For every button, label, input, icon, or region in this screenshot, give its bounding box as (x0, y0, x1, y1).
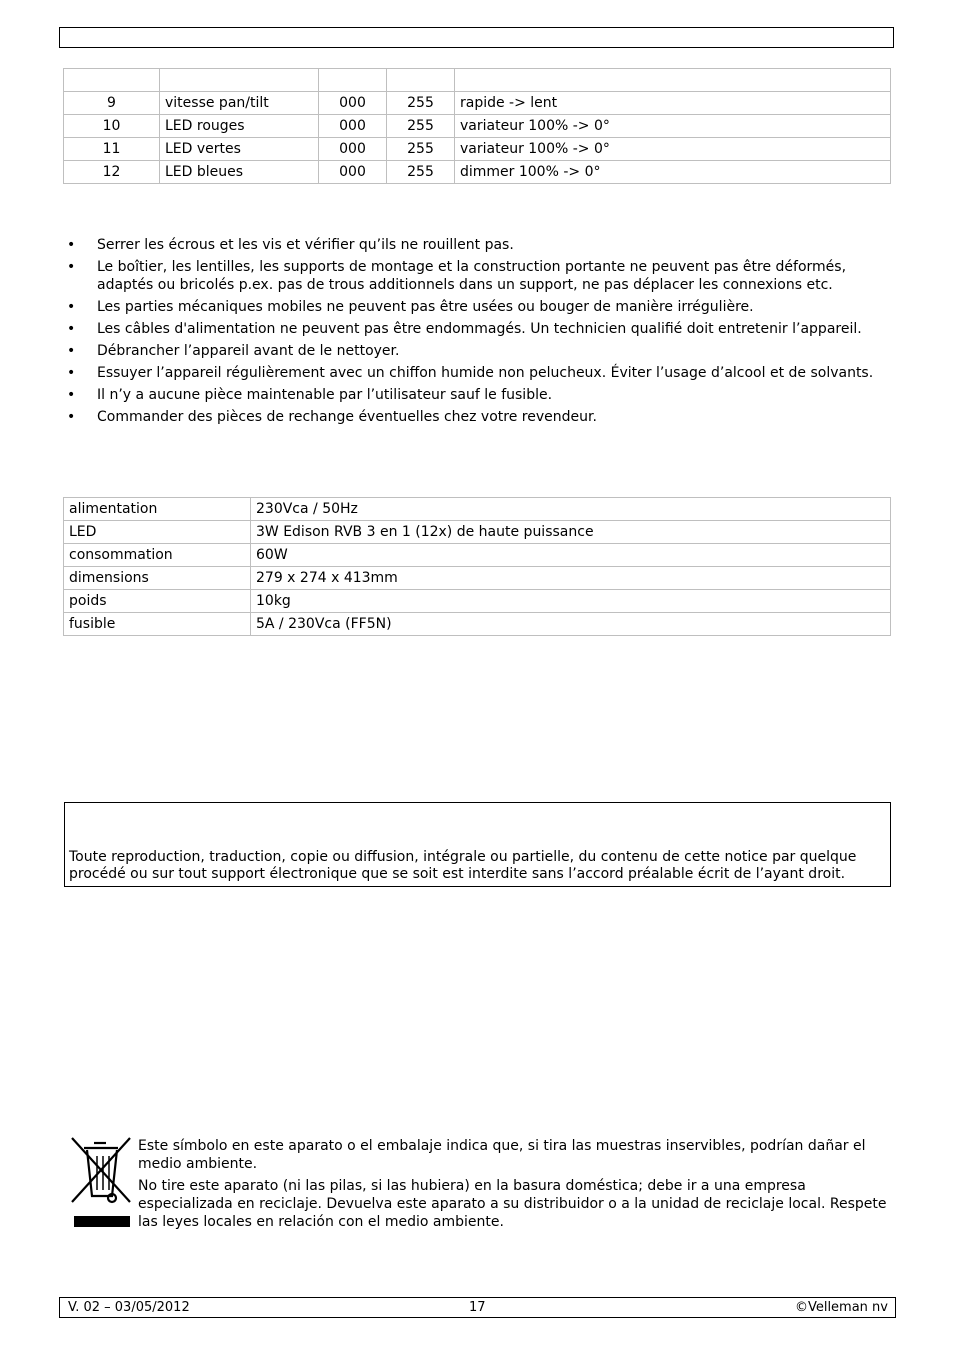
function-cell (160, 69, 319, 92)
min-cell: 000 (319, 92, 387, 115)
spec-label-cell: poids (64, 590, 251, 613)
channel-cell: 11 (64, 138, 160, 161)
footer-version: V. 02 – 03/05/2012 (68, 1300, 190, 1315)
list-item: • Il n’y a aucune pièce maintenable par l’utilisateur sauf le fusible. (63, 386, 893, 404)
crossed-out-wheelie-bin-icon (70, 1136, 132, 1230)
table-row (64, 521, 891, 544)
channel-cell: 12 (64, 161, 160, 184)
table-row (64, 138, 891, 161)
page-footer (59, 1297, 896, 1318)
list-item: • Essuyer l’appareil régulièrement avec un chiffon humide non pelucheux. Éviter l’usage d’alcool et de solvants. (63, 364, 893, 382)
table-row (64, 115, 891, 138)
function-cell: LED vertes (160, 138, 319, 161)
spec-value-cell: 230Vca / 50Hz (251, 498, 891, 521)
spec-value-cell: 279 x 274 x 413mm (251, 567, 891, 590)
list-item: • Les câbles d'alimentation ne peuvent pas être endommagés. Un technicien qualifié doit entretenir l’appareil. (63, 320, 893, 338)
spec-label-cell: dimensions (64, 567, 251, 590)
function-cell: LED rouges (160, 115, 319, 138)
description-cell: variateur 100% -> 0° (455, 138, 891, 161)
min-cell (319, 69, 387, 92)
table-row (64, 161, 891, 184)
function-cell: LED bleues (160, 161, 319, 184)
description-cell: dimmer 100% -> 0° (455, 161, 891, 184)
max-cell: 255 (387, 92, 455, 115)
spec-value-cell: 60W (251, 544, 891, 567)
spec-value-cell: 5A / 230Vca (FF5N) (251, 613, 891, 636)
table-row (64, 544, 891, 567)
spec-value-cell: 3W Edison RVB 3 en 1 (12x) de haute puissance (251, 521, 891, 544)
copyright-text: Toute reproduction, traduction, copie ou diffusion, intégrale ou partielle, du contenu de cette notice par quelque procédé ou sur tout support électronique que se soit est interdite sans l’accord préalable écrit de l’ayant droit. (69, 849, 857, 882)
min-cell: 000 (319, 161, 387, 184)
max-cell (387, 69, 455, 92)
table-row (64, 498, 891, 521)
list-item: • Débrancher l’appareil avant de le nettoyer. (63, 342, 893, 360)
spec-label-cell: LED (64, 521, 251, 544)
list-item: • Le boîtier, les lentilles, les supports de montage et la construction portante ne peuvent pas être déformés, adaptés ou bricolés p.ex. pas de trous additionnels dans un support, ne pas déplacer les connexions etc. (63, 258, 893, 294)
max-cell: 255 (387, 161, 455, 184)
description-cell (455, 69, 891, 92)
table-row (64, 92, 891, 115)
min-cell: 000 (319, 115, 387, 138)
table-row (64, 613, 891, 636)
channel-cell: 10 (64, 115, 160, 138)
channel-cell (64, 69, 160, 92)
weee-disposal-notice (138, 1137, 894, 1235)
description-cell: rapide -> lent (455, 92, 891, 115)
channel-cell: 9 (64, 92, 160, 115)
spec-label-cell: alimentation (64, 498, 251, 521)
footer-page-number: 17 (469, 1300, 486, 1315)
list-item: • Serrer les écrous et les vis et vérifier qu’ils ne rouillent pas. (63, 236, 893, 254)
specifications-table (63, 497, 891, 636)
max-cell: 255 (387, 115, 455, 138)
spec-label-cell: consommation (64, 544, 251, 567)
footer-copyright: ©Velleman nv (794, 1300, 888, 1315)
dmx-channel-table (63, 68, 891, 184)
max-cell: 255 (387, 138, 455, 161)
function-cell: vitesse pan/tilt (160, 92, 319, 115)
weee-paragraph: No tire este aparato (ni las pilas, si las hubiera) en la basura doméstica; debe ir a una empresa especializada en reciclaje. Devuelva este aparato a su distribuidor o a la unidad de reciclaje local. Respete las leyes locales en relación con el medio ambiente. (138, 1178, 887, 1230)
spec-label-cell: fusible (64, 613, 251, 636)
min-cell: 000 (319, 138, 387, 161)
page-header-box (59, 27, 894, 48)
table-row (64, 567, 891, 590)
table-row (64, 590, 891, 613)
table-row (64, 69, 891, 92)
list-item: • Commander des pièces de rechange éventuelles chez votre revendeur. (63, 408, 893, 426)
spec-value-cell: 10kg (251, 590, 891, 613)
copyright-notice (64, 802, 891, 887)
maintenance-list (63, 236, 893, 430)
list-item: • Les parties mécaniques mobiles ne peuvent pas être usées ou bouger de manière irrégulière. (63, 298, 893, 316)
description-cell: variateur 100% -> 0° (455, 115, 891, 138)
weee-paragraph: Este símbolo en este aparato o el embalaje indica que, si tira las muestras inservibles, podrían dañar el medio ambiente. (138, 1138, 866, 1172)
